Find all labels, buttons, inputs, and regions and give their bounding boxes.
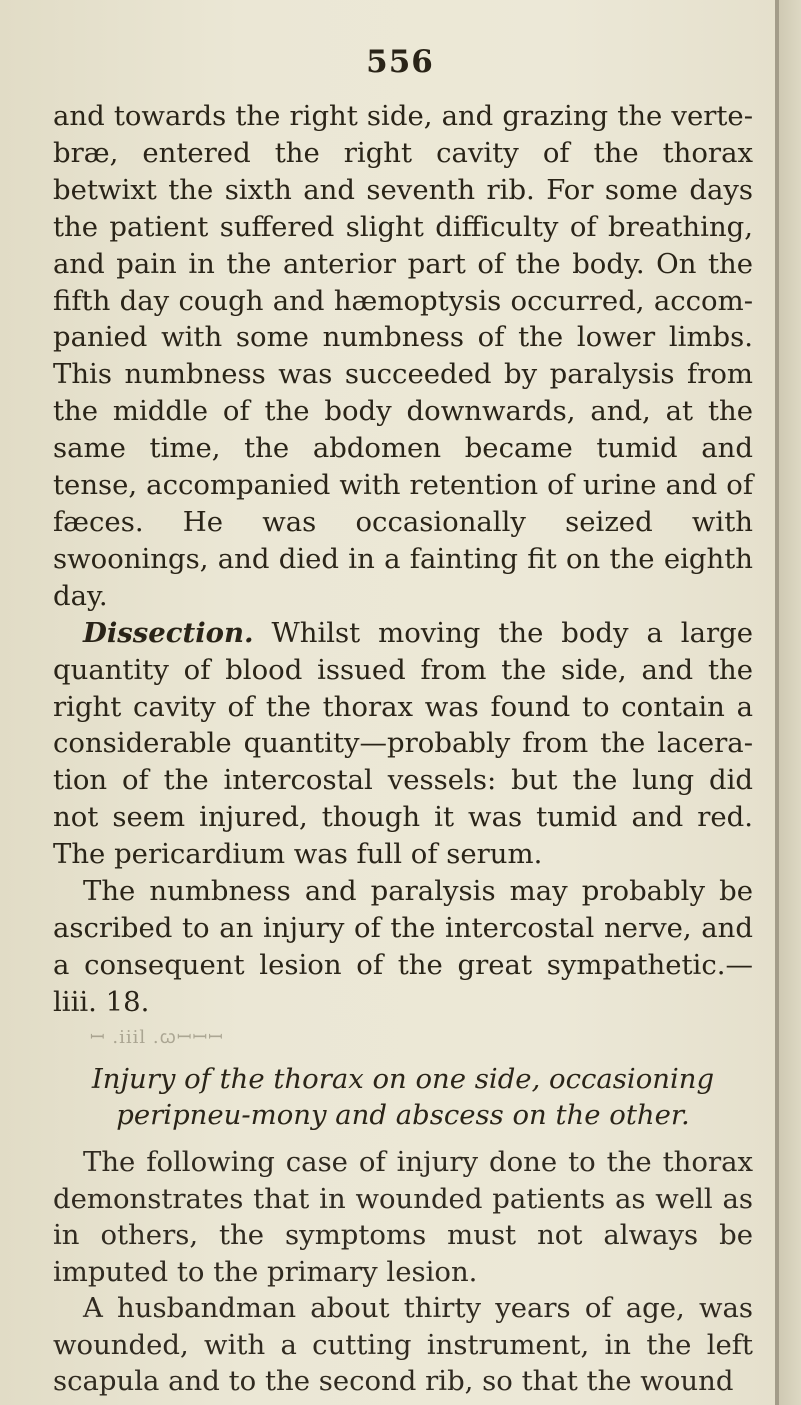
bleed-through-mark: ꟷ .iiil .ꞷꟷꟷꟷ xyxy=(90,1027,224,1048)
section-text xyxy=(53,1144,753,1400)
page-edge-shadow xyxy=(779,0,801,1405)
dissection-label: Dissection. xyxy=(83,616,254,649)
paragraph-dissection xyxy=(53,615,753,873)
paragraph-case-history: and towards the right side, and grazing the verte-bræ, entered the right cavity of the thorax betwixt the sixth and seventh rib. For some days the patient suffered slight difficulty of breathing, and pain in the anterior part of the body. On the fifth day cough and hæmoptysis occurred, accom-panied with some numbness of the lower limbs. This numbness was succeeded by paralysis from the middle of the body downwards, and, at the same time, the abdomen became tumid and tense, accompanied with retention of urine and of fæces. He was occasionally seized with swoonings, and died in a fainting fit on the eighth day. xyxy=(53,100,753,612)
page-number: 556 xyxy=(366,44,434,80)
dissection-text: Whilst moving the body a large quantity of blood issued from the side, and the right cavity of the thorax was found to contain a considerable quantity—probably from the lacera-tion of the intercostal vessels: but the lung did not seem injured, though it was tumid and red. The pericardium was full of serum. xyxy=(53,616,753,871)
section-heading: Injury of the thorax on one side, occasioning peripneu-mony and abscess on the other. xyxy=(91,1063,715,1131)
paragraph-interpretation: The numbness and paralysis may probably be ascribed to an injury of the intercostal nerve, and a consequent lesion of the great sympathetic.—liii. 18. xyxy=(53,875,753,1018)
page-edge-line xyxy=(775,0,779,1405)
paragraph-husbandman: A husbandman about thirty years of age, was wounded, with a cutting instrument, in the left scapula and to the second rib, so that the wound xyxy=(53,1292,753,1397)
paragraph-following-case: The following case of injury done to the thorax demonstrates that in wounded patients as well as in others, the symptoms must not always be imputed to the primary lesion. xyxy=(53,1146,753,1288)
main-text xyxy=(53,98,753,1021)
